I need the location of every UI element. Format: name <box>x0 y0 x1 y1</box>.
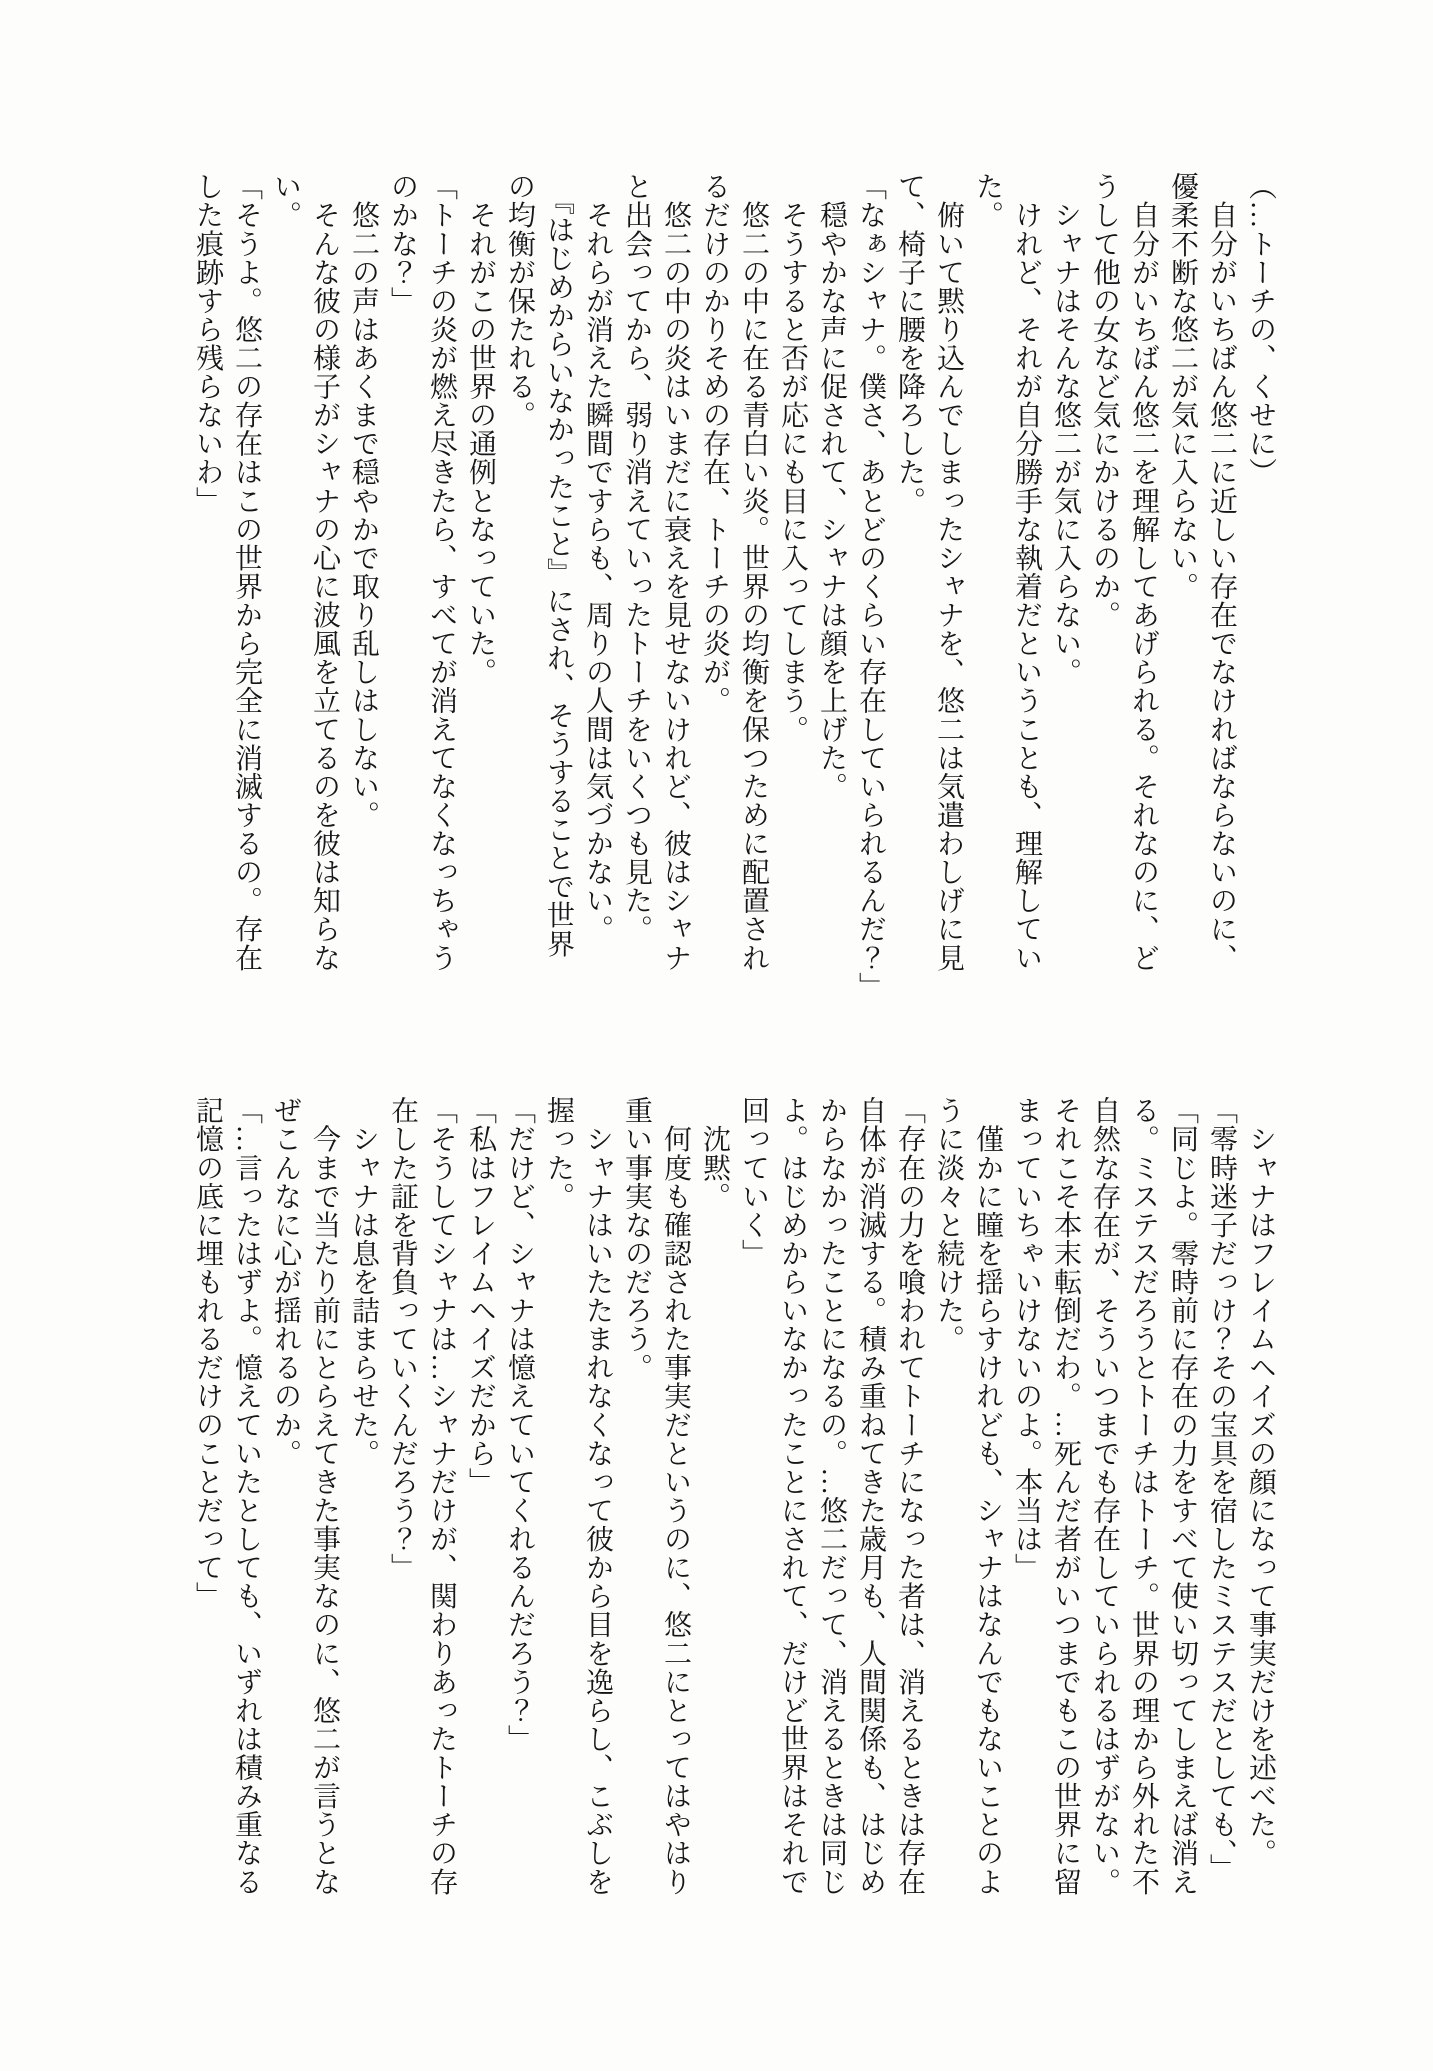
text-column: うして他の女など気にかけるのか。 <box>1089 172 1120 629</box>
text-column: 僅かに瞳を揺らすけれども、シャナはなんでもないことのよ <box>972 1096 1003 1896</box>
text-column: 「なぁシャナ。僕さ、あとどのくらい存在していられるんだ？」 <box>855 172 886 1001</box>
text-column: シャナはそんな悠二が気に入らない。 <box>1050 172 1081 687</box>
text-column: 悠二の中に在る青白い炎。世界の均衡を保つために配置され <box>738 172 769 972</box>
text-column: それらが消えた瞬間ですらも、周りの人間は気づかない。 <box>582 172 613 944</box>
text-column: 「トーチの炎が燃え尽きたら、すべてが消えてなくなっちゃう <box>426 172 457 972</box>
text-column: と出会ってから、弱り消えていったトーチをいくつも見た。 <box>621 172 652 944</box>
text-column: い。 <box>270 172 301 230</box>
text-column: 悠二の中の炎はいまだに衰えを見せないけれど、彼はシャナ <box>660 172 691 972</box>
text-column: それがこの世界の通例となっていた。 <box>465 172 496 687</box>
text-column: 「そうよ。悠二の存在はこの世界から完全に消滅するの。存在 <box>231 172 262 972</box>
text-column: シャナはいたたまれなくなって彼から目を逸らし、こぶしを <box>582 1096 613 1896</box>
text-column: 「だけど、シャナは憶えていてくれるんだろう？」 <box>504 1096 535 1753</box>
text-column: よ。はじめからいなかったことにされて、だけど世界はそれで <box>777 1096 808 1896</box>
text-column: 回っていく」 <box>738 1096 769 1268</box>
text-column: うに淡々と続けた。 <box>933 1096 964 1354</box>
text-column: 自然な存在が、そういつまでも存在していられるはずがない。 <box>1089 1096 1120 1896</box>
text-column: シャナはフレイムヘイズの顔になって事実だけを述べた。 <box>1245 1096 1276 1868</box>
text-column: 握った。 <box>543 1096 574 1211</box>
text-column: る。ミステスだろうとトーチはトーチ。世界の理から外れた不 <box>1128 1096 1159 1896</box>
text-column: 俯いて黙り込んでしまったシャナを、悠二は気遣わしげに見 <box>933 172 964 972</box>
text-column: ぜこんなに心が揺れるのか。 <box>270 1096 301 1468</box>
text-column: て、椅子に腰を降ろした。 <box>894 172 925 515</box>
text-column: そうすると否が応にも目に入ってしまう。 <box>777 172 808 744</box>
text-column: 「そうしてシャナは…シャナだけが、関わりあったトーチの存 <box>426 1096 457 1896</box>
text-column: 何度も確認された事実だというのに、悠二にとってはやはり <box>660 1096 691 1896</box>
text-column: 自分がいちばん悠二に近しい存在でなければならないのに、 <box>1206 172 1237 972</box>
text-column: 自分がいちばん悠二を理解してあげられる。それなのに、ど <box>1128 172 1159 972</box>
text-block-top <box>188 172 1280 1017</box>
text-column: 「存在の力を喰われてトーチになった者は、消えるときは存在 <box>894 1096 925 1896</box>
text-column: それこそ本末転倒だわ。…死んだ者がいつまでもこの世界に留 <box>1050 1096 1081 1896</box>
text-column: 今まで当たり前にとらえてきた事実なのに、悠二が言うとな <box>309 1096 340 1896</box>
text-column: た。 <box>972 172 1003 230</box>
text-column: のかな？」 <box>387 172 418 315</box>
text-column: 穏やかな声に促されて、シャナは顔を上げた。 <box>816 172 847 801</box>
text-column: 優柔不断な悠二が気に入らない。 <box>1167 172 1198 601</box>
text-column: 「零時迷子だっけ？その宝具を宿したミステスだとしても、」 <box>1206 1096 1237 1882</box>
text-column: の均衡が保たれる。 <box>504 172 535 430</box>
text-column: からなかったことになるの。…悠二だって、消えるときは同じ <box>816 1096 847 1896</box>
text-column: るだけのかりそめの存在、トーチの炎が。 <box>699 172 730 715</box>
text-column: シャナは息を詰まらせた。 <box>348 1096 379 1468</box>
text-column: 「同じよ。零時前に存在の力をすべて使い切ってしまえば消え <box>1167 1096 1198 1896</box>
text-column: けれど、それが自分勝手な執着だということも、理解してい <box>1011 172 1042 972</box>
text-column: 沈黙。 <box>699 1096 730 1211</box>
text-column: まっていちゃいけないのよ。本当は」 <box>1011 1096 1042 1582</box>
text-column: 『はじめからいなかったこと』にされ、そうすることで世界 <box>543 172 574 958</box>
text-column: 在した証を背負っていくんだろう？」 <box>387 1096 418 1582</box>
text-column: （…トーチの、くせに） <box>1245 172 1276 487</box>
text-column: そんな彼の様子がシャナの心に波風を立てるのを彼は知らな <box>309 172 340 972</box>
text-column: 重い事実なのだろう。 <box>621 1096 652 1382</box>
text-column: 「…言ったはずよ。憶えていたとしても、いずれは積み重なる <box>231 1096 262 1896</box>
text-column: 自体が消滅する。積み重ねてきた歳月も、人間関係も、はじめ <box>855 1096 886 1896</box>
text-column: した痕跡すら残らないわ」 <box>192 172 223 515</box>
text-column: 記憶の底に埋もれるだけのことだって」 <box>192 1096 223 1611</box>
text-block-bottom <box>188 1096 1280 1941</box>
text-column: 悠二の声はあくまで穏やかで取り乱しはしない。 <box>348 172 379 829</box>
text-column: 「私はフレイムヘイズだから」 <box>465 1096 496 1496</box>
